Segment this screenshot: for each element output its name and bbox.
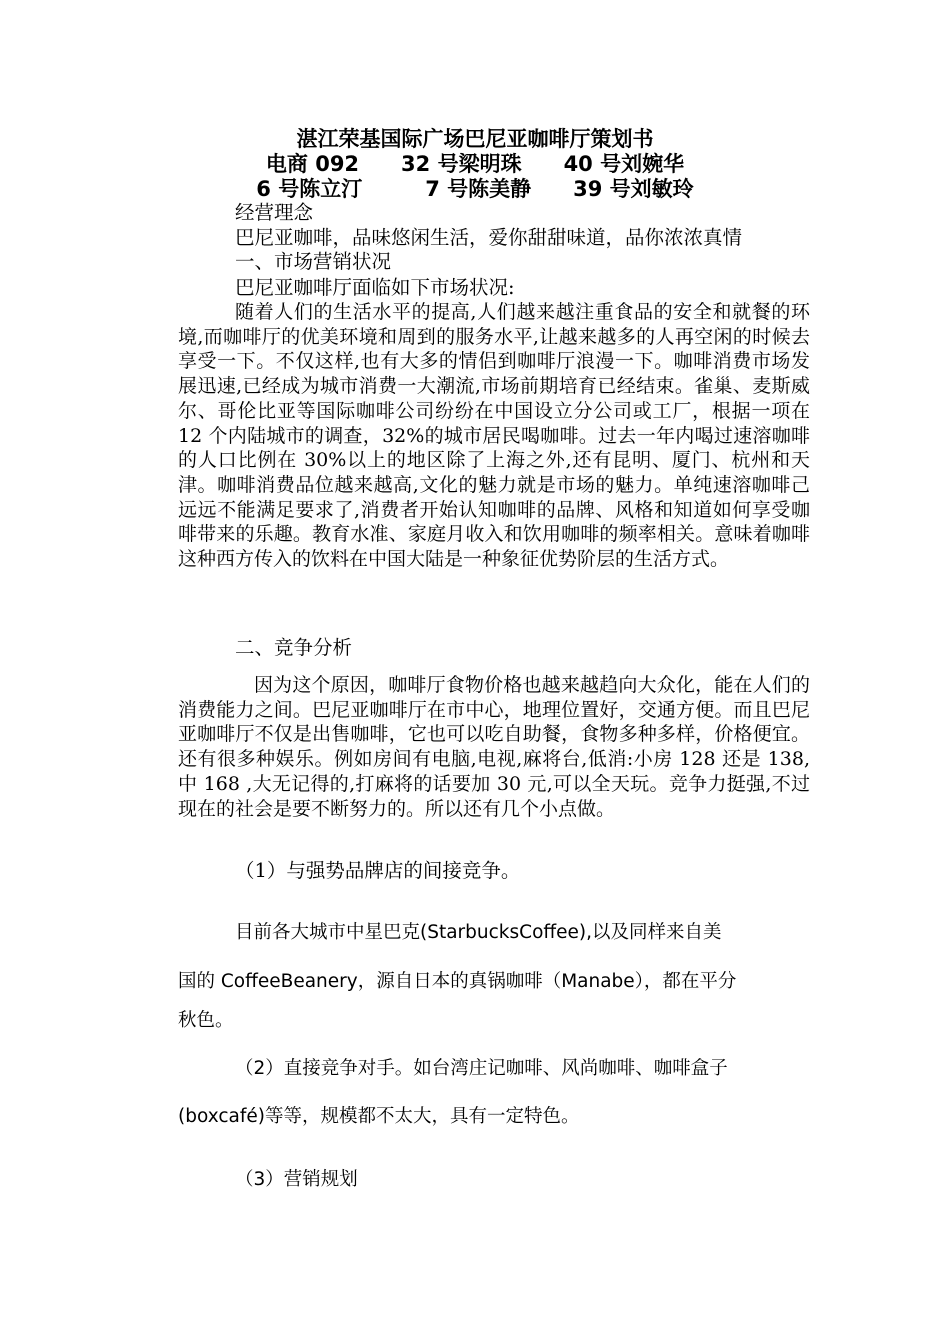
item1-heading: （1）与强势品牌店的间接竞争。 xyxy=(235,859,521,882)
item1-line-2: 国的 CoffeeBeanery，源自日本的真锅咖啡（Manabe），都在平分 xyxy=(178,971,737,992)
section2-paragraph: 因为这个原因，咖啡厅食物价格也越来越趋向大众化，能在人们的消费能力之间。巴尼亚咖啡厅在市中心，地理位置好，交通方便。而且巴尼亚咖啡厅不仅是出售咖啡，它也可以吃自助餐，食物多种多样，价格便宜。还有很多种娱乐。例如房间有电脑,电视,麻将台,低消:小房 128 还是 138,中 168 ,大无记得的,打麻将的话要加 30 元,可以全天玩。竞争力挺强,不过现在的社会是要不断努力的。所以还有几个小点做。 xyxy=(178,674,810,820)
section1-body xyxy=(178,300,810,572)
item1-line-1: 目前各大城市中星巴克(StarbucksCoffee),以及同样来自美 xyxy=(235,922,722,943)
section2-body xyxy=(178,673,810,821)
item2-line-2: (boxcafé)等等，规模都不太大，具有一定特色。 xyxy=(178,1106,580,1127)
item1-line-3: 秋色。 xyxy=(178,1010,234,1031)
authors-line-2: 6 号陈立汀 7 号陈美静 39 号刘敏玲 xyxy=(256,177,694,201)
concept-heading: 经营理念 xyxy=(235,201,314,224)
concept-text: 巴尼亚咖啡，品味悠闲生活，爱你甜甜味道，品你浓浓真情 xyxy=(235,226,743,249)
section1-heading: 一、市场营销状况 xyxy=(235,250,392,273)
document-title: 湛江荣基国际广场巴尼亚咖啡厅策划书 xyxy=(296,127,654,151)
item2-line-1: （2）直接竞争对手。如台湾庄记咖啡、风尚咖啡、咖啡盒子 xyxy=(235,1058,728,1079)
section1-intro: 巴尼亚咖啡厅面临如下市场状况: xyxy=(235,276,515,299)
section1-paragraph: 随着人们的生活水平的提高,人们越来越注重食品的安全和就餐的环境,而咖啡厅的优美环境和周到的服务水平,让越来越多的人再空闲的时候去享受一下。不仅这样,也有大多的情侣到咖啡厅浪漫一下。咖啡消费市场发展迅速,已经成为城市消费一大潮流,市场前期培育已经结束。雀巢、麦斯威尔、哥伦比亚等国际咖啡公司纷纷在中国设立分公司或工厂，根据一项在 12 个内陆城市的调查，32%的城市居民喝咖啡。过去一年内喝过速溶咖啡的人口比例在 30%以上的地区除了上海之外,还有昆明、厦门、杭州和天津。咖啡消费品位越来越高,文化的魅力就是市场的魅力。单纯速溶咖啡己远远不能满足要求了,消费者开始认知咖啡的品牌、风格和知道如何享受咖啡带来的乐趣。教育水准、家庭月收入和饮用咖啡的频率相关。意味着咖啡这种西方传入的饮料在中国大陆是一种象征优势阶层的生活方式。 xyxy=(178,301,810,571)
item3-heading: （3）营销规划 xyxy=(235,1169,358,1190)
authors-line-1: 电商 092 32 号梁明珠 40 号刘婉华 xyxy=(265,152,685,176)
section2-heading: 二、竞争分析 xyxy=(235,636,353,659)
